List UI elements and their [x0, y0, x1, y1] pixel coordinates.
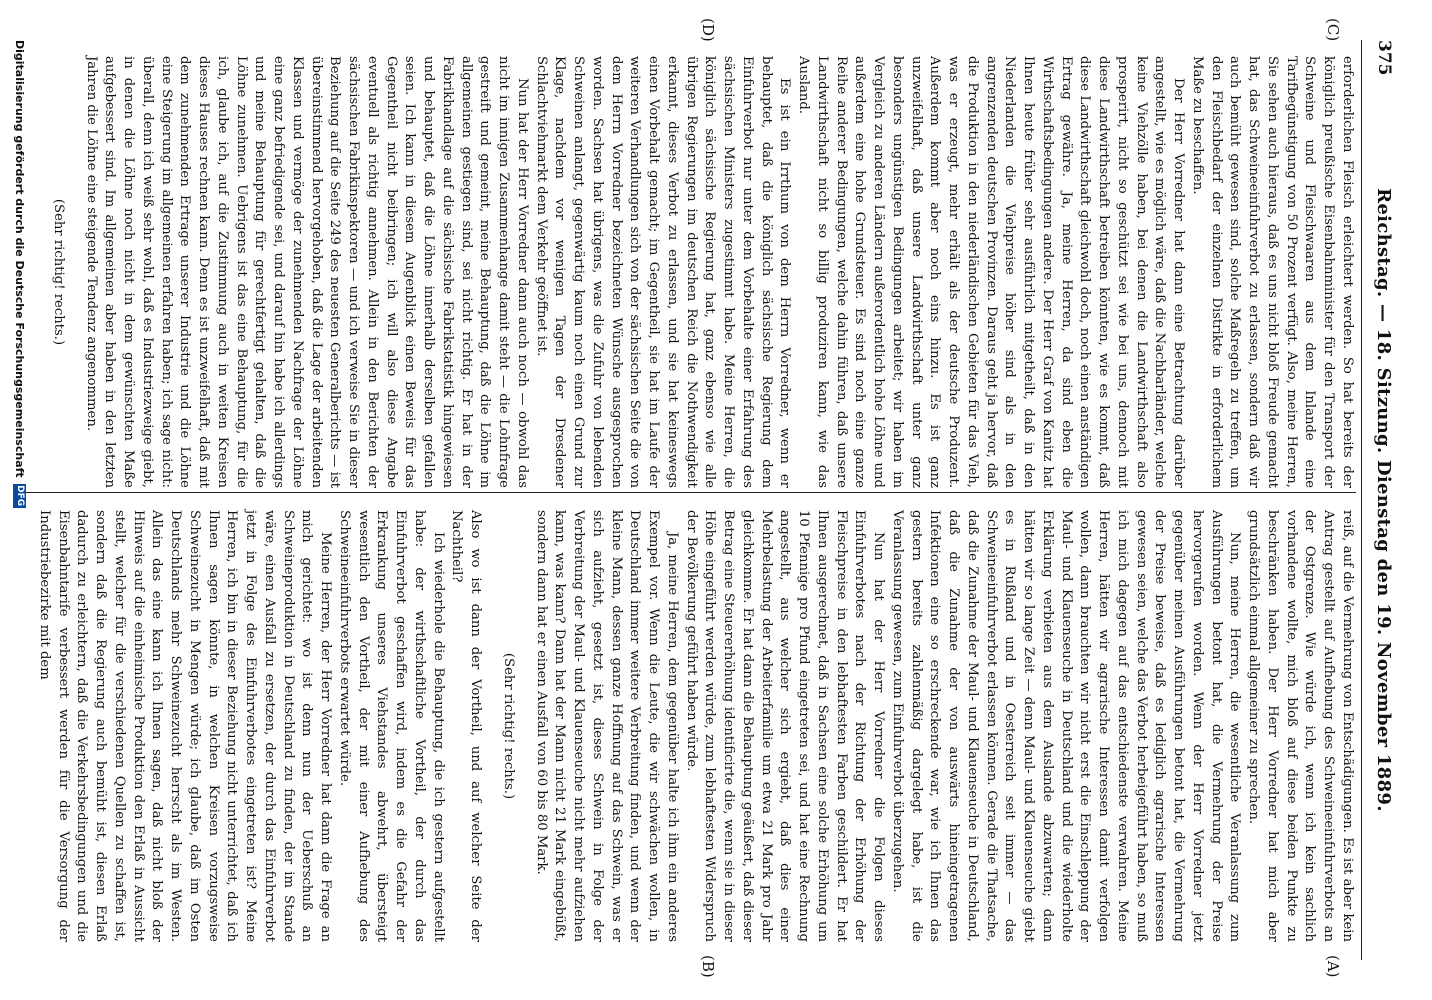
digitization-footer — [13, 40, 26, 508]
paragraph: Es ist ein Irrthum von dem Herrn Vorredner, wenn er behauptet, daß die königlich sächsische Regierung dem Einfuhrverbot nur unter dem Vorbehalte einer Erfahrung des sächsischen Ministers zugestimmt habe. Meine Herren, die königlich sächsische Regierung hat, ganz ebenso wie alle übrigen Regierungen im deutschen Reich die Nothwendigkeit erkannt, dieses Verbot zu erlassen, und sie hat keineswegs einen Vorbehalt gemacht; im Gegentheil, sie hat im Laufe der weiteren Verhandlungen sich von der sächsischen Seite die von dem Herrn Vorredner bezeichneten Wünsche ausgesprochen worden. Sachsen hat übrigens, was die Zufuhr von lebenden Schweinen anlangt, gegenwärtig kaum noch einen Grund zur Klage, nachdem vor wenigen Tagen der Dresdener Schlachtviehmarkt dem Verkehr geöffnet ist. — [533, 56, 793, 488]
dfg-logo: DFG — [15, 485, 25, 507]
paragraph: Ich wiederhole die Behauptung, die ich gestern aufgestellt habe: der wirthschaftliche Vortheil, der durch das Einfuhrverbot geschaffen wird, indem es die Gefahr der Erkrankung unseres Viehstandes abwehrt, übersteigt wesentlich den Vortheil, der mit einer Aufhebung des Schweineeinfuhrverbots erwartet würde. — [337, 510, 446, 942]
page-number: 375 — [1374, 40, 1394, 76]
right-column — [34, 510, 1356, 942]
interjection: (Sehr richtig! rechts.) — [501, 652, 516, 800]
page-header — [1366, 40, 1394, 960]
margin-mark-b: (B) — [699, 955, 717, 978]
header-rule — [1361, 40, 1362, 960]
paragraph: Meine Herren, der Herr Vorredner hat dann die Frage an mich gerichtet: wo ist denn nun der Ueberschuß an Schweineproduktion in Deutschland zu finden, der im Stande wäre, einen Ausfall zu ersetzen, der durch das Einfuhrverbot jetzt in Folge des Einfuhrverbotes eingetreten ist? Meine Herren, ich bin in dieser Beziehung nicht unterrichtet, daß ich Ihnen sagen könnte, in welchen Kreisen vorzugsweise Schweinezucht in Mengen würde; ich glaube, daß im Osten Deutschlands mehr Schweinezucht herrscht als im Westen. Allein das eine kann ich Ihnen sagen, daß nicht bloß der Hinweis auf die einheimische Produktion den Erlaß in Aussicht stellt, welcher für die verschiedenen Quellen zu schaffen ist, sondern daß die Regierung auch bemüht ist, diesen Erlaß dadurch zu erleichtern, daß die Verkehrsbedingungen und die Eisenbahntarife verbessert werden für die Versorgung der Industriebezirke mit dem — [37, 510, 334, 942]
paragraph: Nun hat der Herr Vorredner dann auch noch — obwohl das nicht im innigen Zusammenhange damit steht — die Lohnfrage gestreift und gemeint, meine Behauptung, daß die Löhne im allgemeinen gestiegen sind, sei nicht richtig. Er hat in der Fabrikhandlage auf die sächsische Fabrikstatistik hingewiesen und behauptet, daß die Löhne innerhalb derselben gefallen seien. Ich kann in diesem Augenblick einen Beweis für das Gegentheil nicht beibringen; ich will also diese Angabe eventuell als richtig annehmen. Allein in den Berichten der sächsischen Fabrikinspektoren — und ich verweise Sie in dieser Beziehung auf die Seite 249 des neuesten Generalberichts — ist übereinstimmend hervorgehoben, daß die Lage der arbeitenden Klassen und vermöge der zunehmenden Nachfrage der Löhne eine ganz befriedigende sei, und darauf hin habe ich allerdings und meine Behauptung für gerechtfertigt gehalten, daß die Löhne zunehmen. Uebrigens ist das eine Behauptung, für die ich, glaube ich, auf die Zustimmung auch in weiten Kreisen dieses Hauses rechnen kann. Denn es ist unzweifelhaft, daß mit dem zunehmenden Ertrage unserer Industrie und die Löhne eine Steigerung im allgemeinen erfahren haben; ich sage nicht: überall, denn ich weiß sehr wohl, daß es Industriezweige giebt, in denen die Löhne noch nicht in dem gewünschten Maße aufgebessert sind. Im allgemeinen aber haben in den letzten Jahren die Löhne eine steigende Tendenz angenommen. — [83, 56, 530, 488]
interjection: (Sehr richtig! rechts.) — [51, 198, 66, 346]
margin-mark-a: (A) — [1324, 955, 1342, 978]
margin-mark-d: (D) — [699, 18, 717, 42]
page-title: Reichstag. — 18. Sitzung. Dienstag den 19. November 1889. — [1373, 188, 1394, 812]
margin-mark-c: (C) — [1324, 18, 1342, 42]
paragraph: Nun hat der Herr Vorredner die Folgen dieses Einfuhrverbotes nach der Richtung der Erhöhung der Fleischpreise in den lebhaftesten Farben geschildert. Er hat Ihnen ausgerechnet, daß in Sachsen eine solche Erhöhung um 10 Pfennige pro Pfund eingetreten sei, und hat eine Rechnung angestellt, aus welcher sich ergiebt, daß dies einer Mehrbelastung der Arbeiterfamilie um etwa 21 Mark pro Jahr gleichkomme. Er hat dann die Behauptung geäußert, daß dieser Betrag eine Steuererhöhung identificirte die, wenn sie in dieser Höhe eingeführt werden würde, zum lebhaftesten Widerspruch der Bevölkerung geführt haben würde. — [683, 510, 887, 942]
paragraph: reiß, auf die Vermehrung von Entschädigungen. Es ist aber kein Antrag gestellt auf Aufhebung des Schweineeinfuhrverbots an der Ostgrenze. Wie würde ich, wenn ich kein sachlich vorhandene wollte, mich bloß auf diese beiden Punkte zu beschränken haben. Der Herr Vorredner hat mich aber grundsätzlich einmal allgemeiner zu sprechen. — [1246, 510, 1355, 942]
column-divider — [26, 492, 1356, 493]
paragraph: Der Herr Vorredner hat dann eine Betrachtung darüber angestellt, wie es möglich wäre, daß die Nachbarländer, welche keine Viehzölle haben, bei denen die Landwirthschaft also prosperirt, nicht so geschützt sei wie bei uns, dennoch mit diese Landwirthschaft betreiben könnten, wie es kommt, daß diese Landwirthschaft gleichwohl doch, noch einen anständigen Ertrag gewähre. Ja, meine Herren, da sind eben die Wirthschaftsbedingungen andere. Der Herr Graf von Kanitz hat Ihnen heute früher sehr ausführlich mitgetheilt, daß in den Niederlanden die Viehpreise höher sind als in den angrenzenden deutschen Provinzen. Daraus geht ja hervor, daß die Produktion in den niederländischen Gebieten für das Vieh, was er erzeugt, mehr erhält als der deutsche Produzent. Außerdem kommt aber noch eins hinzu. Es ist ganz unzweifelhaft, daß unsere Landwirthschaft unter ganz besonders ungünstigen Bedingungen arbeitet; wir haben im Vergleich zu anderen Ländern außerordentlich hohe Löhne und außerdem eine hohe Grundsteuer. Es sind noch eine ganze Reihe anderer Bedingungen, welche dahin führen, daß unsere Landwirthschaft nicht so billig produziren kann, wie das Ausland. — [796, 56, 1187, 488]
paragraph: Nun, meine Herren, die wesentliche Veranlassung zum Ausführungen betont hat, die Vermehrung der Preise hervorgerufen worden. Wenn der Herr Vorredner jetzt gegenüber meinen Ausführungen betont hat, die Vermehrung der Preise beweise, daß es lediglich agrarische Interessen gewesen seien, welche das Verbot herbeigeführt haben, so muß ich mich dagegen auf das entschiedenste verwahren. Meine Herren, hätten wir agrarische Interessen damit verfolgen wollen, dann brauchten wir nicht erst die Einschleppung der Maul- und Klauenseuche in Deutschland und die wiederholte Erklärung verbieten aus dem Auslande abzuwarten; dann hätten wir so lange Zeit — denn Maul- und Klauenseuche giebt es in Rußland und in Oesterreich seit immer — das Schweineeinfuhrverbot erlassen können. Gerade die Thatsache, daß die Zunahme der Maul- und Klauenseuche in Deutschland, daß die Zunahme der von auswärts hineingetragenen Infektionen eine so erschreckende war, wie ich Ihnen das gestern bereits zahlenmäßig dargelegt habe, ist die Veranlassung gewesen, zum Einfuhrverbot überzugehen. — [890, 510, 1243, 942]
footer-text: Digitalisierung gefördert durch die Deutsche Forschungsgemeinschaft — [13, 40, 26, 478]
left-column — [34, 56, 1356, 488]
paragraph: Ja, meine Herren, dem gegenüber halte ich ihm ein anderes Exempel vor. Wenn die Leute, die wir schwächen wollen, in Deutschland immer weitere Verbreitung finden, und wenn der kleine Mann, dessen ganze Hoffnung auf das Schwein, was er sich aufzieht, gesetzt ist, dieses Schwein in Folge der Verbreitung der Maul- und Klauenseuche nicht mehr aufziehen kann, was kann? Dann hat der Mann nicht 21 Mark eingebüßt, sondern dann hat er einen Ausfall von 60 bis 80 Mark. — [533, 510, 680, 942]
paragraph: Also wo ist dann der Vortheil, und auf welcher Seite der Nachtheil? — [449, 510, 484, 942]
paragraph: erforderlichen Fleisch erleichtert werden. So hat bereits der königlich preußische Eisenbahnminister für den Transport der Schweine und Fleischwaaren aus dem Inlande eine Tarifbegünstigung von 50 Prozent verfügt. Also, meine Herren, Sie sehen auch hieraus, daß es uns nicht bloß Freude gemacht hat, das Schweineeinfuhrverbot zu erlassen, sondern daß wir auch bemüht gewesen sind, solche Maßregeln zu treffen, um den Fleischbedarf der einzelnen Distrikte in erforderlichem Maße zu beschaffen. — [1190, 56, 1355, 488]
